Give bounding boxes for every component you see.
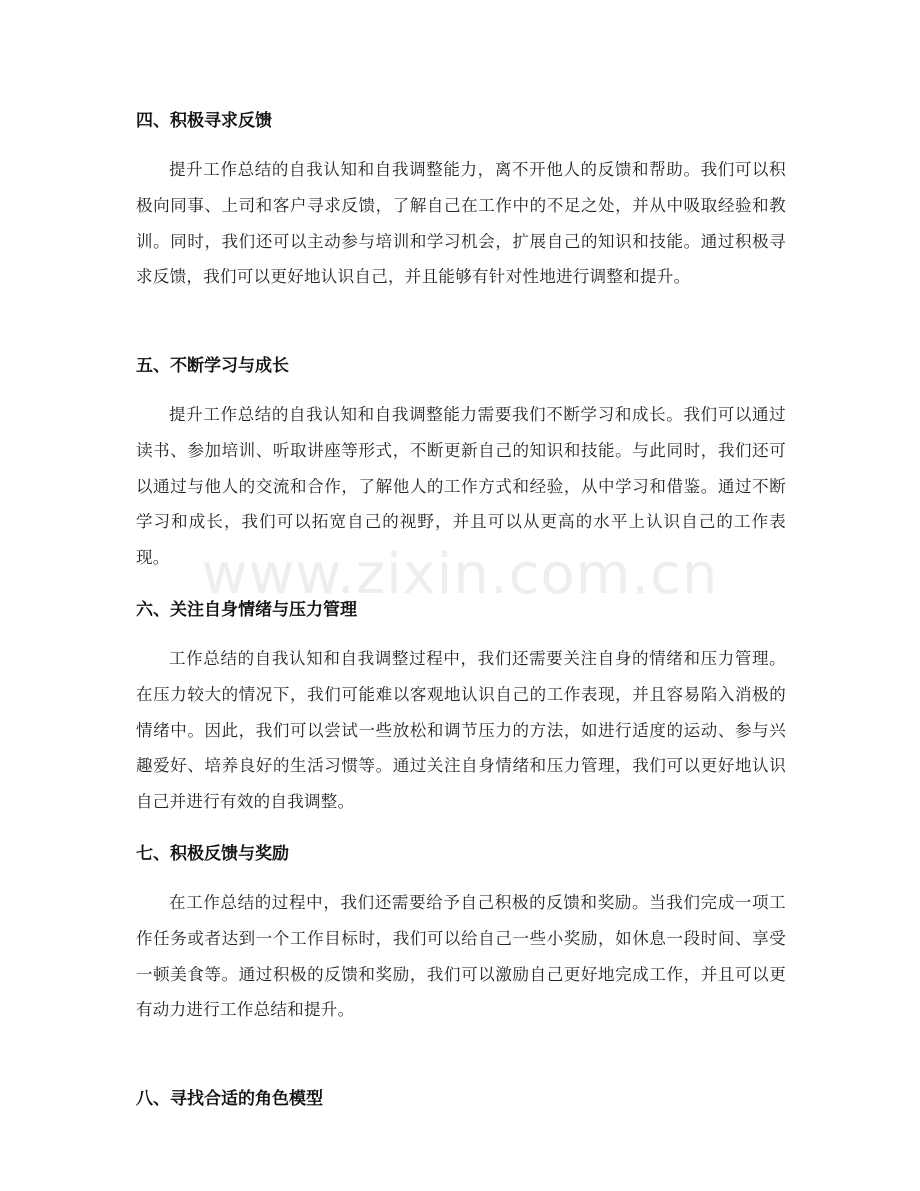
watermark: www.zixin.com.cn xyxy=(201,542,719,607)
section-paragraph: 提升工作总结的自我认知和自我调整能力，离不开他人的反馈和帮助。我们可以积极向同事、上司和客户寻求反馈，了解自己在工作中的不足之处，并从中吸取经验和教训。同时，我们还可以主动参与培训和学习机会，扩展自己的知识和技能。通过积极寻求反馈，我们可以更好地认识自己，并且能够有针对性地进行调整和提升。 xyxy=(136,160,786,287)
section-heading: 七、积极反馈与奖励 xyxy=(136,844,289,864)
section-paragraph: 在工作总结的过程中，我们还需要给予自己积极的反馈和奖励。当我们完成一项工作任务或者达到一个工作目标时，我们可以给自己一些小奖励，如休息一段时间、享受一顿美食等。通过积极的反馈和奖励，我们可以激励自己更好地完成工作，并且可以更有动力进行工作总结和提升。 xyxy=(136,893,786,1020)
section-heading: 六、关注自身情绪与压力管理 xyxy=(136,600,357,620)
section-5 xyxy=(136,354,786,576)
section-heading: 八、寻找合适的角色模型 xyxy=(136,1089,323,1109)
section-7 xyxy=(136,842,786,1028)
section-6 xyxy=(136,598,786,820)
section-4 xyxy=(136,109,786,295)
section-paragraph: 提升工作总结的自我认知和自我调整能力需要我们不断学习和成长。我们可以通过读书、参加培训、听取讲座等形式，不断更新自己的知识和技能。与此同时，我们还可以通过与他人的交流和合作，了解他人的工作方式和经验，从中学习和借鉴。通过不断学习和成长，我们可以拓宽自己的视野，并且可以从更高的水平上认识自己的工作表现。 xyxy=(136,405,786,568)
section-paragraph: 工作总结的自我认知和自我调整过程中，我们还需要关注自身的情绪和压力管理。在压力较大的情况下，我们可能难以客观地认识自己的工作表现，并且容易陷入消极的情绪中。因此，我们可以尝试一些放松和调节压力的方法，如进行适度的运动、参与兴趣爱好、培养良好的生活习惯等。通过关注自身情绪和压力管理，我们可以更好地认识自己并进行有效的自我调整。 xyxy=(136,649,786,812)
section-heading: 四、积极寻求反馈 xyxy=(136,111,272,131)
section-heading: 五、不断学习与成长 xyxy=(136,356,289,376)
section-8 xyxy=(136,1087,786,1111)
